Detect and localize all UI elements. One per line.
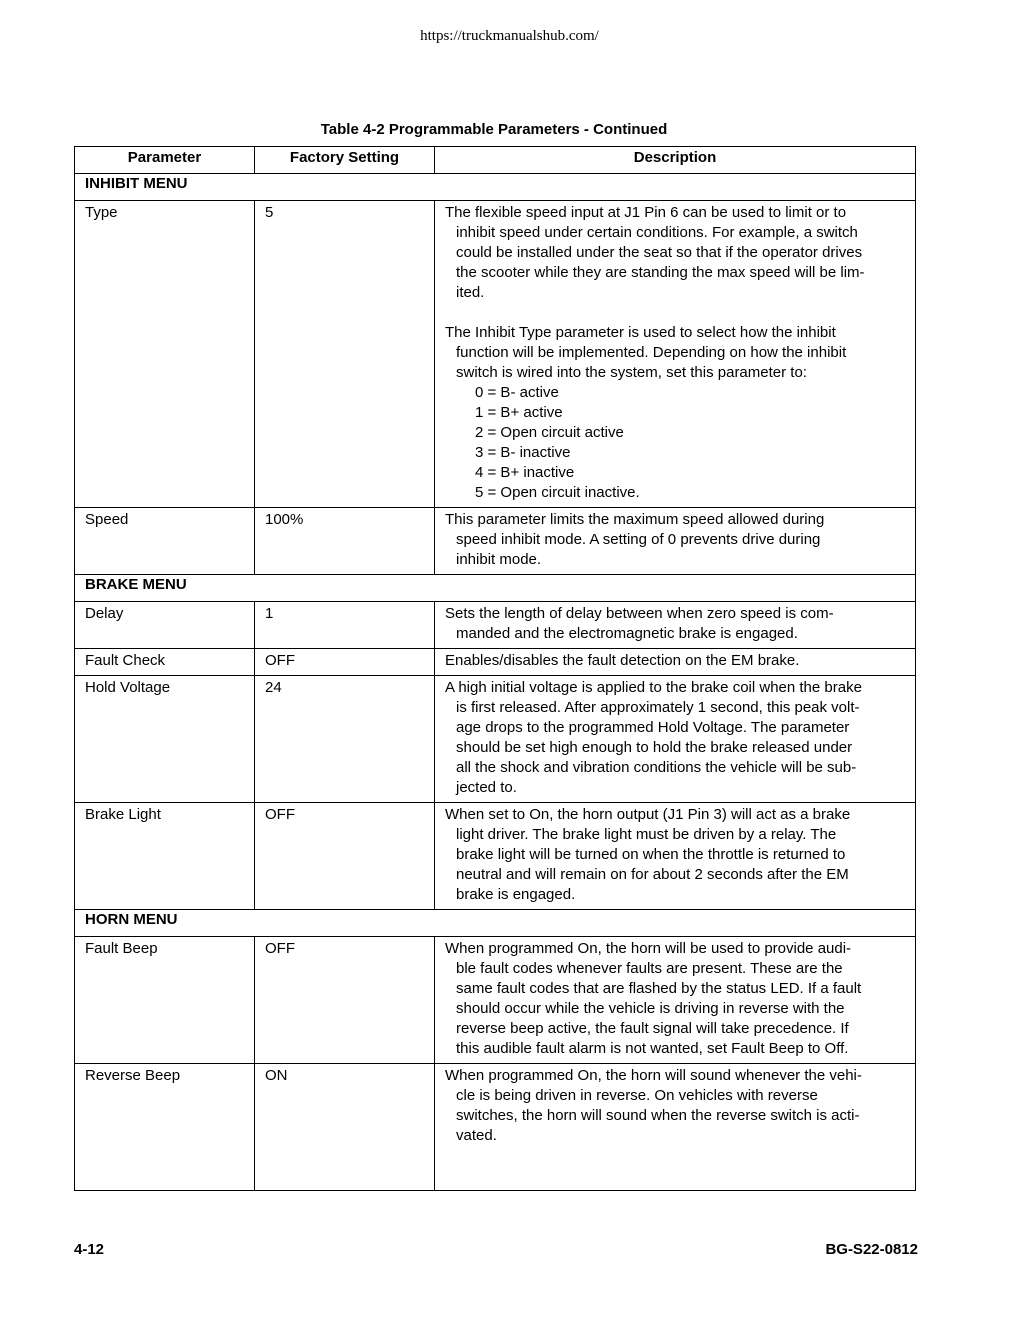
text-line: could be installed under the seat so that if the operator drives <box>456 244 863 261</box>
text-line: light driver. The brake light must be driven by a relay. The <box>456 826 837 843</box>
text-line: This parameter limits the maximum speed allowed during <box>445 511 825 528</box>
factory-setting-value: 5 <box>255 201 435 508</box>
description-paragraph <box>445 1066 905 1146</box>
text-line: all the shock and vibration conditions the vehicle will be sub- <box>456 759 857 776</box>
table-row-fault-check <box>75 649 916 676</box>
description-paragraph <box>445 203 905 303</box>
parameter-name: Type <box>75 201 255 508</box>
text-line: ble fault codes whenever faults are present. These are the <box>456 960 843 977</box>
parameter-name: Fault Check <box>75 649 255 676</box>
section-title-horn-menu: HORN MENU <box>75 910 916 937</box>
parameter-name: Delay <box>75 602 255 649</box>
inhibit-type-options <box>445 383 905 503</box>
text-line: ited. <box>456 284 485 301</box>
description-cell <box>435 649 916 676</box>
text-line: is first released. After approximately 1 second, this peak volt- <box>456 699 860 716</box>
parameter-name: Hold Voltage <box>75 676 255 803</box>
table-header-row <box>75 147 916 174</box>
text-line: inhibit speed under certain conditions. For example, a switch <box>456 224 858 241</box>
text-line: 2 = Open circuit active <box>475 424 624 441</box>
column-header-parameter: Parameter <box>75 147 255 174</box>
text-line: brake light will be turned on when the throttle is returned to <box>456 846 846 863</box>
text-line: same fault codes that are flashed by the status LED. If a fault <box>456 980 862 997</box>
section-row-brake-menu <box>75 575 916 602</box>
text-line: function will be implemented. Depending on how the inhibit <box>456 344 847 361</box>
table-row-delay <box>75 602 916 649</box>
parameter-name: Fault Beep <box>75 937 255 1064</box>
description-paragraph <box>445 510 905 570</box>
section-row-inhibit-menu <box>75 174 916 201</box>
table-row-type <box>75 201 916 508</box>
text-line: the scooter while they are standing the max speed will be lim- <box>456 264 865 281</box>
text-line: 5 = Open circuit inactive. <box>475 484 640 501</box>
text-line: Sets the length of delay between when zero speed is com- <box>445 605 834 622</box>
text-line: manded and the electromagnetic brake is engaged. <box>456 625 798 642</box>
table-row-brake-light <box>75 803 916 910</box>
text-line: When programmed On, the horn will sound whenever the vehi- <box>445 1067 862 1084</box>
description-paragraph <box>445 604 905 644</box>
text-line: inhibit mode. <box>456 551 542 568</box>
text-line: A high initial voltage is applied to the brake coil when the brake <box>445 679 862 696</box>
text-line: age drops to the programmed Hold Voltage. The parameter <box>456 719 850 736</box>
factory-setting-value: ON <box>255 1064 435 1191</box>
text-line: switches, the horn will sound when the reverse switch is acti- <box>456 1107 860 1124</box>
description-cell <box>435 676 916 803</box>
page-number: 4-12 <box>74 1241 105 1258</box>
text-line: jected to. <box>456 779 517 796</box>
header-url[interactable]: https://truckmanualshub.com/ <box>420 28 599 44</box>
table-caption: Table 4-2 Programmable Parameters - Continued <box>320 121 668 138</box>
text-line: vated. <box>456 1127 497 1144</box>
text-line: 3 = B- inactive <box>475 444 571 461</box>
text-line: 0 = B- active <box>475 384 559 401</box>
text-line: 4 = B+ inactive <box>475 464 575 481</box>
column-header-factory-setting: Factory Setting <box>255 147 435 174</box>
description-cell <box>435 937 916 1064</box>
description-cell <box>435 602 916 649</box>
text-line: neutral and will remain on for about 2 seconds after the EM <box>456 866 849 883</box>
section-row-horn-menu <box>75 910 916 937</box>
factory-setting-value: 100% <box>255 508 435 575</box>
document-code: BG-S22-0812 <box>825 1241 918 1258</box>
text-line: 1 = B+ active <box>475 404 563 421</box>
table-row-speed <box>75 508 916 575</box>
factory-setting-value: 1 <box>255 602 435 649</box>
text-line: cle is being driven in reverse. On vehicles with reverse <box>456 1087 818 1104</box>
text-line: should occur while the vehicle is driving in reverse with the <box>456 1000 845 1017</box>
parameter-name: Brake Light <box>75 803 255 910</box>
factory-setting-value: OFF <box>255 937 435 1064</box>
text-line: The flexible speed input at J1 Pin 6 can be used to limit or to <box>445 204 847 221</box>
description-cell <box>435 508 916 575</box>
description-paragraph <box>445 323 905 383</box>
description-paragraph <box>445 805 905 905</box>
description-paragraph <box>445 651 905 671</box>
text-line: reverse beep active, the fault signal will take precedence. If <box>456 1020 849 1037</box>
description-paragraph <box>445 939 905 1059</box>
table-row-reverse-beep <box>75 1064 916 1191</box>
text-line: should be set high enough to hold the brake released under <box>456 739 853 756</box>
text-line: speed inhibit mode. A setting of 0 prevents drive during <box>456 531 821 548</box>
factory-setting-value: OFF <box>255 803 435 910</box>
text-line: When programmed On, the horn will be used to provide audi- <box>445 940 852 957</box>
section-title-inhibit-menu: INHIBIT MENU <box>75 174 916 201</box>
description-cell <box>435 1064 916 1191</box>
parameter-name: Reverse Beep <box>75 1064 255 1191</box>
description-cell <box>435 201 916 508</box>
table-row-fault-beep <box>75 937 916 1064</box>
factory-setting-value: OFF <box>255 649 435 676</box>
text-line: Enables/disables the fault detection on the EM brake. <box>445 652 800 669</box>
text-line: The Inhibit Type parameter is used to select how the inhibit <box>445 324 836 341</box>
parameter-name: Speed <box>75 508 255 575</box>
text-line: When set to On, the horn output (J1 Pin 3) will act as a brake <box>445 806 851 823</box>
text-line: brake is engaged. <box>456 886 576 903</box>
column-header-description: Description <box>435 147 916 174</box>
description-cell <box>435 803 916 910</box>
factory-setting-value: 24 <box>255 676 435 803</box>
section-title-brake-menu: BRAKE MENU <box>75 575 916 602</box>
description-paragraph <box>445 678 905 798</box>
text-line: this audible fault alarm is not wanted, set Fault Beep to Off. <box>456 1040 849 1057</box>
table-row-hold-voltage <box>75 676 916 803</box>
parameters-table <box>74 146 916 1191</box>
text-line: switch is wired into the system, set this parameter to: <box>456 364 807 381</box>
